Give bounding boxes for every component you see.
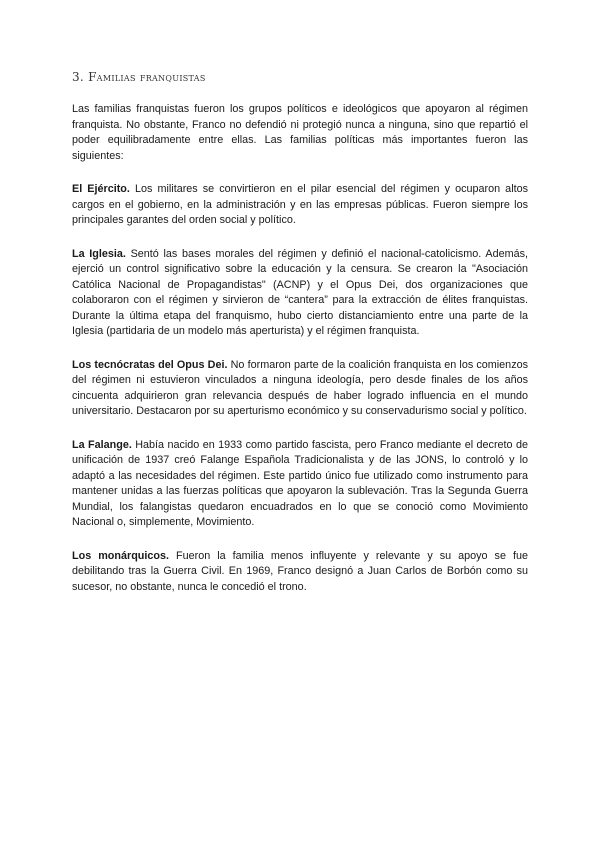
family-text: Sentó las bases morales del régimen y definió el nacional-catolicismo. Además, ejerció un control significativo sobre la educación y la censura. Se crearon la "Asociación Católica Nacional de Propagandistas" (ACNP) y el Opus Dei, dos organizaciones que colaboraron con el régimen y sirvieron de “cantera” para la extracción de élites franquistas. Durante la última etapa del franquismo, hubo cierto distanciamiento entre una parte de la Iglesia (partidaria de un modelo más aperturista) y el régimen franquista.	[72, 247, 528, 337]
family-text: Había nacido en 1933 como partido fascista, pero Franco mediante el decreto de unificación de 1937 creó Falange Española Tradicionalista y de las JONS, lo controló y lo adaptó a las necesidades del régimen. Este partido único fue utilizado como instrumento para mantener unidas a las fuerzas políticas que apoyaron la sublevación. Tras la Segunda Guerra Mundial, los falangistas quedaron encuadrados en lo que se conoció como Movimiento Nacional o, simplemente, Movimiento.	[72, 438, 528, 528]
family-text: Los militares se convirtieron en el pilar esencial del régimen y ocuparon altos cargos en el gobierno, en la administración y en las empresas públicas. Fueron siempre los principales garantes del orden social y político.	[72, 183, 528, 226]
family-iglesia	[72, 247, 528, 340]
family-text: No formaron parte de la coalición franquista en los comienzos del régimen ni estuvieron vinculados a ninguna ideología, pero desde finales de los años cincuenta adquirieron gran relevancia después de haber logrado influencia en el mundo universitario. Destacaron por su aperturismo económico y su conservadurismo social y político.	[72, 358, 528, 417]
intro-paragraph: Las familias franquistas fueron los grupos políticos e ideológicos que apoyaron al régimen franquista. No obstante, Franco no defendió ni protegió nunca a ninguna, sino que repartió el poder equilibradamente entre ellas. Las familias políticas más importantes fueron las siguientes:	[72, 103, 528, 162]
family-name: El Ejército.	[72, 183, 130, 195]
family-name: La Falange.	[72, 438, 132, 451]
family-ejercito	[72, 182, 528, 229]
family-tecnocratas	[72, 358, 528, 420]
family-name: Los tecnócratas del Opus Dei.	[72, 358, 228, 371]
family-falange	[72, 438, 528, 531]
document-page	[72, 70, 528, 613]
section-title: 3. Familias franquistas	[72, 70, 206, 84]
family-monarquicos	[72, 549, 528, 596]
family-text: Fueron la familia menos influyente y relevante y su apoyo se fue debilitando tras la Guerra Civil. En 1969, Franco designó a Juan Carlos de Borbón como su sucesor, no obstante, nunca le concedió el trono.	[72, 549, 528, 593]
family-name: La Iglesia.	[72, 247, 126, 260]
family-name: Los monárquicos.	[72, 549, 169, 562]
